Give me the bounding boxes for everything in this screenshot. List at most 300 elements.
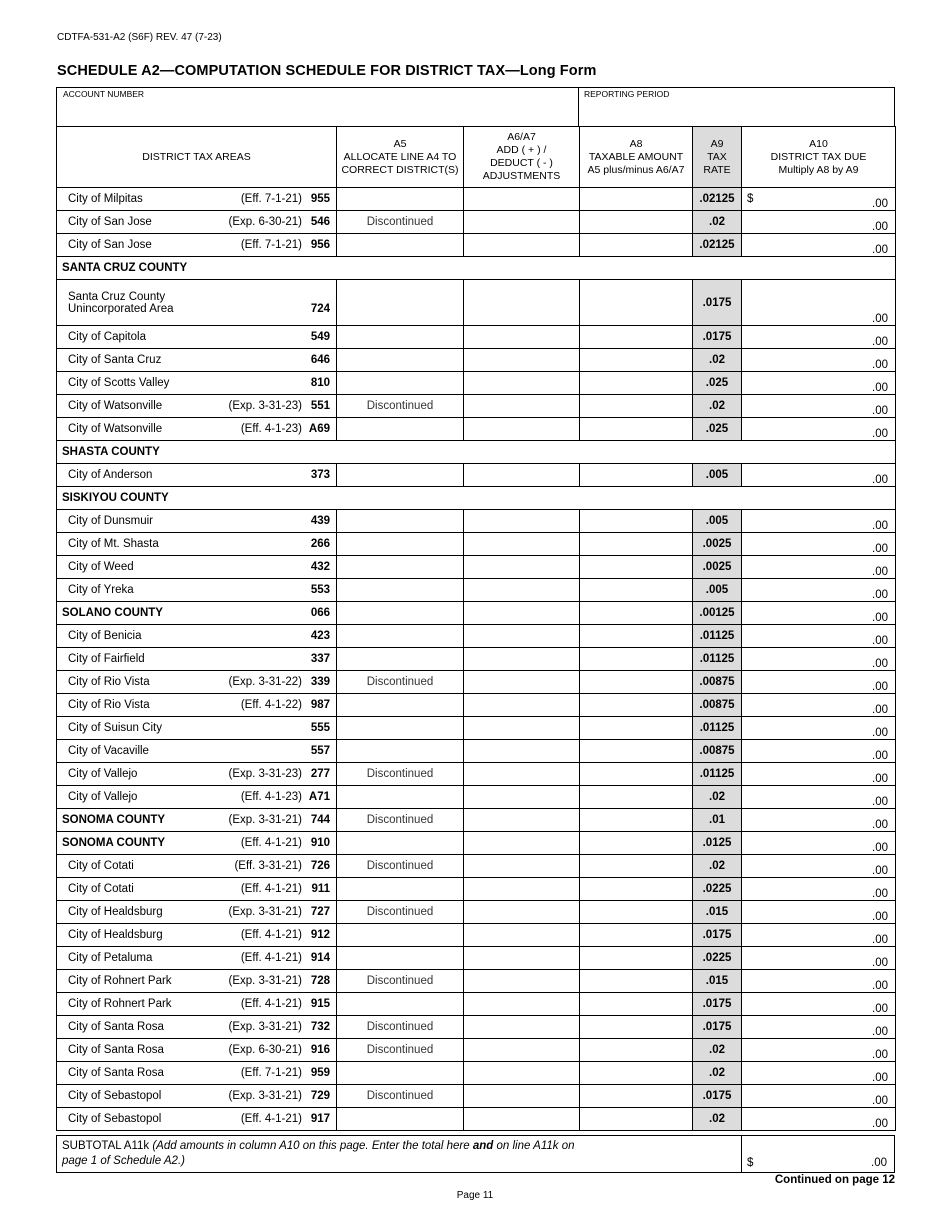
a9-tax-rate: .01 xyxy=(693,809,742,832)
district-code: 987 xyxy=(310,699,330,711)
district-code: 553 xyxy=(310,584,330,596)
a5-allocate-field[interactable] xyxy=(337,786,464,809)
district-name: City of Capitola xyxy=(68,331,146,343)
a10-district-tax-due-field[interactable] xyxy=(742,625,896,648)
effective-date: (Eff. 4-1-21) xyxy=(240,1113,302,1125)
a9-tax-rate: .0025 xyxy=(693,533,742,556)
district-area-cell xyxy=(57,878,337,901)
col-header-area: DISTRICT TAX AREAS xyxy=(57,127,337,188)
district-name: City of Healdsburg xyxy=(68,906,163,918)
cents-suffix: .00 xyxy=(872,1003,888,1015)
a8-taxable-amount-field[interactable] xyxy=(580,832,693,855)
a9-tax-rate: .00875 xyxy=(693,671,742,694)
effective-date: (Exp. 6-30-21) xyxy=(228,1044,302,1056)
a6a7-adjustments-field[interactable] xyxy=(464,349,580,372)
district-code: 724 xyxy=(310,302,330,315)
district-area-cell xyxy=(57,947,337,970)
a8-taxable-amount-field[interactable] xyxy=(580,1016,693,1039)
a10-district-tax-due-field[interactable] xyxy=(742,1016,896,1039)
a6a7-adjustments-field[interactable] xyxy=(464,763,580,786)
a10-district-tax-due-field[interactable] xyxy=(742,1108,896,1131)
a6a7-adjustments-field[interactable] xyxy=(464,648,580,671)
a6a7-adjustments-field[interactable] xyxy=(464,326,580,349)
district-code: 066 xyxy=(310,607,330,619)
district-name: City of San Jose xyxy=(68,239,152,251)
cents-suffix: .00 xyxy=(872,934,888,946)
district-name: City of Petaluma xyxy=(68,952,153,964)
a8-taxable-amount-field[interactable] xyxy=(580,579,693,602)
district-code: 266 xyxy=(310,538,330,550)
effective-date: (Eff. 7-1-21) xyxy=(240,239,302,251)
district-code: 911 xyxy=(311,883,330,895)
county-header-row xyxy=(57,441,896,464)
district-code: 728 xyxy=(310,975,330,987)
district-code: 955 xyxy=(310,193,330,205)
cents-suffix: .00 xyxy=(872,520,888,532)
district-name: City of Rohnert Park xyxy=(68,998,172,1010)
a6a7-adjustments-field[interactable] xyxy=(464,1016,580,1039)
a5-allocate-field[interactable] xyxy=(337,188,464,211)
subtotal-divider xyxy=(741,1136,742,1172)
a10-district-tax-due-field[interactable] xyxy=(742,533,896,556)
district-area-cell xyxy=(57,970,337,993)
a8-taxable-amount-field[interactable] xyxy=(580,602,693,625)
table-row xyxy=(57,1085,896,1108)
a5-allocate-field[interactable] xyxy=(337,947,464,970)
district-name: City of Santa Rosa xyxy=(68,1021,164,1033)
a6a7-adjustments-field[interactable] xyxy=(464,602,580,625)
district-area-cell xyxy=(57,717,337,740)
a6a7-adjustments-field[interactable] xyxy=(464,1039,580,1062)
district-area-cell xyxy=(57,924,337,947)
a10-district-tax-due-field[interactable] xyxy=(742,418,896,441)
a10-district-tax-due-field[interactable] xyxy=(742,740,896,763)
a10-district-tax-due-field[interactable] xyxy=(742,349,896,372)
header-box xyxy=(56,87,895,127)
a6a7-adjustments-field[interactable] xyxy=(464,855,580,878)
subtotal-amount-field[interactable]: .00 xyxy=(871,1157,887,1169)
effective-date: (Eff. 7-1-21) xyxy=(240,193,302,205)
effective-date: (Exp. 3-31-22) xyxy=(228,676,302,688)
district-name: City of Yreka xyxy=(68,584,134,596)
a10-district-tax-due-field[interactable] xyxy=(742,188,896,211)
county-name: SANTA CRUZ COUNTY xyxy=(57,257,896,280)
a10-district-tax-due-field[interactable] xyxy=(742,717,896,740)
col-header-a10: A10 DISTRICT TAX DUE Multiply A8 by A9 xyxy=(742,127,896,188)
a8-taxable-amount-field[interactable] xyxy=(580,1062,693,1085)
a10-district-tax-due-field[interactable] xyxy=(742,510,896,533)
district-code: 557 xyxy=(310,745,330,757)
district-code: 339 xyxy=(310,676,330,688)
a9-tax-rate: .02 xyxy=(693,1039,742,1062)
a10-district-tax-due-field[interactable] xyxy=(742,211,896,234)
district-area-cell xyxy=(57,832,337,855)
a5-allocate-field[interactable] xyxy=(337,1108,464,1131)
district-area-cell xyxy=(57,1062,337,1085)
cents-suffix: .00 xyxy=(872,819,888,831)
a8-taxable-amount-field[interactable] xyxy=(580,234,693,257)
effective-date: (Exp. 3-31-23) xyxy=(228,768,302,780)
district-area-cell xyxy=(57,579,337,602)
cents-suffix: .00 xyxy=(872,658,888,670)
district-area-cell xyxy=(57,510,337,533)
table-row xyxy=(57,625,896,648)
a9-tax-rate: .02 xyxy=(693,855,742,878)
cents-suffix: .00 xyxy=(872,359,888,371)
a10-district-tax-due-field[interactable] xyxy=(742,832,896,855)
a8-taxable-amount-field[interactable] xyxy=(580,855,693,878)
district-name: City of Fairfield xyxy=(68,653,145,665)
a6a7-adjustments-field[interactable] xyxy=(464,947,580,970)
district-name: City of Watsonville xyxy=(68,400,163,412)
table-row xyxy=(57,579,896,602)
a5-allocate-field[interactable] xyxy=(337,832,464,855)
table-row xyxy=(57,947,896,970)
a10-district-tax-due-field[interactable] xyxy=(742,694,896,717)
a10-district-tax-due-field[interactable] xyxy=(742,947,896,970)
a8-taxable-amount-field[interactable] xyxy=(580,809,693,832)
a8-taxable-amount-field[interactable] xyxy=(580,625,693,648)
subtotal-dollar: $ xyxy=(747,1157,754,1169)
district-code: A71 xyxy=(308,791,330,803)
county-name: SHASTA COUNTY xyxy=(57,441,896,464)
a6a7-adjustments-field[interactable] xyxy=(464,924,580,947)
effective-date: (Exp. 3-31-23) xyxy=(228,400,302,412)
a5-allocate-field: Discontinued xyxy=(337,763,464,786)
district-area-cell xyxy=(57,395,337,418)
a5-allocate-field[interactable] xyxy=(337,878,464,901)
a5-allocate-field[interactable] xyxy=(337,326,464,349)
a10-district-tax-due-field[interactable] xyxy=(742,809,896,832)
district-area-cell xyxy=(57,648,337,671)
cents-suffix: .00 xyxy=(872,865,888,877)
a10-district-tax-due-field[interactable] xyxy=(742,763,896,786)
a6a7-adjustments-field[interactable] xyxy=(464,878,580,901)
a6a7-adjustments-field[interactable] xyxy=(464,372,580,395)
a8-taxable-amount-field[interactable] xyxy=(580,878,693,901)
cents-suffix: .00 xyxy=(872,911,888,923)
a8-taxable-amount-field[interactable] xyxy=(580,418,693,441)
table-row xyxy=(57,602,896,625)
table-row xyxy=(57,349,896,372)
effective-date: (Exp. 3-31-21) xyxy=(228,975,302,987)
effective-date: (Eff. 4-1-21) xyxy=(240,929,302,941)
col-header-a8: A8 TAXABLE AMOUNT A5 plus/minus A6/A7 xyxy=(580,127,693,188)
a10-district-tax-due-field[interactable] xyxy=(742,1085,896,1108)
a8-taxable-amount-field[interactable] xyxy=(580,901,693,924)
cents-suffix: .00 xyxy=(872,313,888,325)
a8-taxable-amount-field[interactable] xyxy=(580,349,693,372)
a10-district-tax-due-field[interactable] xyxy=(742,579,896,602)
a6a7-adjustments-field[interactable] xyxy=(464,556,580,579)
a5-allocate-field[interactable] xyxy=(337,694,464,717)
a10-district-tax-due-field[interactable] xyxy=(742,602,896,625)
a9-tax-rate: .02 xyxy=(693,349,742,372)
a10-district-tax-due-field[interactable] xyxy=(742,671,896,694)
a10-district-tax-due-field[interactable] xyxy=(742,993,896,1016)
district-name: City of Santa Rosa xyxy=(68,1044,164,1056)
district-name: SOLANO COUNTY xyxy=(62,607,163,619)
a6a7-adjustments-field[interactable] xyxy=(464,1085,580,1108)
table-row xyxy=(57,809,896,832)
a10-district-tax-due-field[interactable] xyxy=(742,1062,896,1085)
a6a7-adjustments-field[interactable] xyxy=(464,1108,580,1131)
a5-allocate-field[interactable] xyxy=(337,648,464,671)
district-area-cell xyxy=(57,211,337,234)
a8-taxable-amount-field[interactable] xyxy=(580,786,693,809)
district-name: City of Weed xyxy=(68,561,134,573)
account-number-label: ACCOUNT NUMBER xyxy=(63,89,145,99)
col-header-a9: A9 TAX RATE xyxy=(693,127,742,188)
district-code: 646 xyxy=(310,354,330,366)
district-area-cell xyxy=(57,855,337,878)
a6a7-adjustments-field[interactable] xyxy=(464,510,580,533)
a8-taxable-amount-field[interactable] xyxy=(580,372,693,395)
a10-district-tax-due-field[interactable] xyxy=(742,924,896,947)
a10-district-tax-due-field[interactable] xyxy=(742,648,896,671)
a5-allocate-field[interactable] xyxy=(337,625,464,648)
cents-suffix: .00 xyxy=(872,1118,888,1130)
a5-allocate-field[interactable] xyxy=(337,602,464,625)
a5-allocate-field[interactable] xyxy=(337,234,464,257)
a10-district-tax-due-field[interactable] xyxy=(742,970,896,993)
a6a7-adjustments-field[interactable] xyxy=(464,1062,580,1085)
district-name: City of Milpitas xyxy=(68,193,143,205)
table-row xyxy=(57,280,896,326)
district-area-cell xyxy=(57,326,337,349)
table-row xyxy=(57,234,896,257)
district-name: City of Cotati xyxy=(68,883,134,895)
a5-allocate-field[interactable] xyxy=(337,510,464,533)
table-row xyxy=(57,740,896,763)
a8-taxable-amount-field[interactable] xyxy=(580,717,693,740)
a6a7-adjustments-field[interactable] xyxy=(464,717,580,740)
a9-tax-rate: .02 xyxy=(693,1062,742,1085)
cents-suffix: .00 xyxy=(872,727,888,739)
a6a7-adjustments-field[interactable] xyxy=(464,832,580,855)
a8-taxable-amount-field[interactable] xyxy=(580,671,693,694)
a6a7-adjustments-field[interactable] xyxy=(464,464,580,487)
a9-tax-rate: .0175 xyxy=(693,993,742,1016)
district-code: 277 xyxy=(310,768,330,780)
a5-allocate-field: Discontinued xyxy=(337,671,464,694)
a6a7-adjustments-field[interactable] xyxy=(464,993,580,1016)
cents-suffix: .00 xyxy=(872,773,888,785)
a8-taxable-amount-field[interactable] xyxy=(580,1085,693,1108)
table-row xyxy=(57,648,896,671)
district-code: 914 xyxy=(310,952,330,964)
cents-suffix: .00 xyxy=(872,589,888,601)
a6a7-adjustments-field[interactable] xyxy=(464,740,580,763)
a10-district-tax-due-field[interactable] xyxy=(742,234,896,257)
a5-allocate-field[interactable] xyxy=(337,924,464,947)
effective-date: (Eff. 7-1-21) xyxy=(240,1067,302,1079)
district-area-cell xyxy=(57,1108,337,1131)
a6a7-adjustments-field[interactable] xyxy=(464,671,580,694)
a6a7-adjustments-field[interactable] xyxy=(464,188,580,211)
a5-allocate-field[interactable] xyxy=(337,993,464,1016)
a10-district-tax-due-field[interactable] xyxy=(742,395,896,418)
a10-district-tax-due-field[interactable] xyxy=(742,464,896,487)
table-row xyxy=(57,1016,896,1039)
a10-district-tax-due-field[interactable] xyxy=(742,855,896,878)
district-name: City of Sebastopol xyxy=(68,1090,162,1102)
a8-taxable-amount-field[interactable] xyxy=(580,326,693,349)
a9-tax-rate: .015 xyxy=(693,901,742,924)
a5-allocate-field: Discontinued xyxy=(337,970,464,993)
effective-date: (Eff. 4-1-21) xyxy=(240,837,302,849)
a8-taxable-amount-field[interactable] xyxy=(580,947,693,970)
a8-taxable-amount-field[interactable] xyxy=(580,188,693,211)
a8-taxable-amount-field[interactable] xyxy=(580,993,693,1016)
district-code: 727 xyxy=(310,906,330,918)
district-name: City of Rio Vista xyxy=(68,676,150,688)
a6a7-adjustments-field[interactable] xyxy=(464,809,580,832)
a9-tax-rate: .02 xyxy=(693,211,742,234)
a5-allocate-field[interactable] xyxy=(337,349,464,372)
district-name: City of San Jose xyxy=(68,216,152,228)
a8-taxable-amount-field[interactable] xyxy=(580,924,693,947)
district-area-cell xyxy=(57,188,337,211)
effective-date: (Eff. 3-31-21) xyxy=(234,860,302,872)
a5-allocate-field[interactable] xyxy=(337,740,464,763)
a5-allocate-field[interactable] xyxy=(337,533,464,556)
a9-tax-rate: .00875 xyxy=(693,740,742,763)
a5-allocate-field[interactable] xyxy=(337,579,464,602)
a10-district-tax-due-field[interactable] xyxy=(742,326,896,349)
a9-tax-rate: .0175 xyxy=(693,326,742,349)
district-name: Santa Cruz County xyxy=(68,290,166,303)
district-name: City of Dunsmuir xyxy=(68,515,153,527)
district-area-cell xyxy=(57,694,337,717)
a8-taxable-amount-field[interactable] xyxy=(580,1039,693,1062)
col-header-a5: A5 ALLOCATE LINE A4 TO CORRECT DISTRICT(S) xyxy=(337,127,464,188)
district-code: 915 xyxy=(310,998,330,1010)
a5-allocate-field[interactable] xyxy=(337,418,464,441)
district-name: City of Vacaville xyxy=(68,745,149,757)
a10-district-tax-due-field[interactable] xyxy=(742,372,896,395)
cents-suffix: .00 xyxy=(872,957,888,969)
a10-district-tax-due-field[interactable] xyxy=(742,786,896,809)
a5-allocate-field[interactable] xyxy=(337,717,464,740)
district-area-cell xyxy=(57,625,337,648)
table-row xyxy=(57,1108,896,1131)
a5-allocate-field[interactable] xyxy=(337,372,464,395)
a6a7-adjustments-field[interactable] xyxy=(464,970,580,993)
table-row xyxy=(57,855,896,878)
a6a7-adjustments-field[interactable] xyxy=(464,395,580,418)
a6a7-adjustments-field[interactable] xyxy=(464,280,580,326)
cents-suffix: .00 xyxy=(872,635,888,647)
a5-allocate-field[interactable] xyxy=(337,1062,464,1085)
a5-allocate-field: Discontinued xyxy=(337,1039,464,1062)
a8-taxable-amount-field[interactable] xyxy=(580,694,693,717)
district-code: 956 xyxy=(310,239,330,251)
header-divider xyxy=(578,88,579,126)
district-area-cell xyxy=(57,993,337,1016)
a8-taxable-amount-field[interactable] xyxy=(580,211,693,234)
effective-date: (Exp. 3-31-21) xyxy=(228,1090,302,1102)
a9-tax-rate: .00125 xyxy=(693,602,742,625)
a8-taxable-amount-field[interactable] xyxy=(580,510,693,533)
a8-taxable-amount-field[interactable] xyxy=(580,280,693,326)
district-area-cell xyxy=(57,556,337,579)
table-row xyxy=(57,533,896,556)
cents-suffix: .00 xyxy=(872,221,888,233)
a9-tax-rate: .0175 xyxy=(693,924,742,947)
a8-taxable-amount-field[interactable] xyxy=(580,533,693,556)
a5-allocate-field[interactable] xyxy=(337,464,464,487)
a9-tax-rate: .01125 xyxy=(693,648,742,671)
a6a7-adjustments-field[interactable] xyxy=(464,625,580,648)
a6a7-adjustments-field[interactable] xyxy=(464,786,580,809)
a10-district-tax-due-field[interactable] xyxy=(742,1039,896,1062)
a6a7-adjustments-field[interactable] xyxy=(464,694,580,717)
a10-district-tax-due-field[interactable] xyxy=(742,878,896,901)
a8-taxable-amount-field[interactable] xyxy=(580,648,693,671)
a8-taxable-amount-field[interactable] xyxy=(580,763,693,786)
cents-suffix: .00 xyxy=(872,1026,888,1038)
district-code: 439 xyxy=(310,515,330,527)
a9-tax-rate: .02125 xyxy=(693,188,742,211)
table-row xyxy=(57,763,896,786)
district-name: City of Vallejo xyxy=(68,768,138,780)
cents-suffix: .00 xyxy=(872,1049,888,1061)
county-header-row xyxy=(57,257,896,280)
table-row xyxy=(57,395,896,418)
district-code: 916 xyxy=(310,1044,330,1056)
a8-taxable-amount-field[interactable] xyxy=(580,1108,693,1131)
a8-taxable-amount-field[interactable] xyxy=(580,556,693,579)
district-name: City of Healdsburg xyxy=(68,929,163,941)
a9-tax-rate: .01125 xyxy=(693,717,742,740)
table-row xyxy=(57,556,896,579)
table-row xyxy=(57,694,896,717)
a6a7-adjustments-field[interactable] xyxy=(464,234,580,257)
a10-district-tax-due-field[interactable] xyxy=(742,280,896,326)
a6a7-adjustments-field[interactable] xyxy=(464,901,580,924)
a8-taxable-amount-field[interactable] xyxy=(580,970,693,993)
table-row xyxy=(57,1062,896,1085)
a6a7-adjustments-field[interactable] xyxy=(464,211,580,234)
a5-allocate-field: Discontinued xyxy=(337,1016,464,1039)
a10-district-tax-due-field[interactable] xyxy=(742,556,896,579)
district-area-cell xyxy=(57,349,337,372)
a6a7-adjustments-field[interactable] xyxy=(464,418,580,441)
district-area-cell xyxy=(57,1039,337,1062)
district-tax-table xyxy=(56,126,896,1131)
cents-suffix: .00 xyxy=(872,566,888,578)
district-name: City of Scotts Valley xyxy=(68,377,170,389)
a6a7-adjustments-field[interactable] xyxy=(464,533,580,556)
dollar-sign: $ xyxy=(747,193,754,205)
subtotal-box xyxy=(56,1135,895,1173)
a6a7-adjustments-field[interactable] xyxy=(464,579,580,602)
a5-allocate-field: Discontinued xyxy=(337,855,464,878)
district-name: SONOMA COUNTY xyxy=(62,837,166,849)
district-code: A69 xyxy=(308,423,330,435)
cents-suffix: .00 xyxy=(872,842,888,854)
a10-district-tax-due-field[interactable] xyxy=(742,901,896,924)
a5-allocate-field[interactable] xyxy=(337,280,464,326)
cents-suffix: .00 xyxy=(872,382,888,394)
a8-taxable-amount-field[interactable] xyxy=(580,464,693,487)
district-code: 744 xyxy=(310,814,330,826)
a8-taxable-amount-field[interactable] xyxy=(580,740,693,763)
a8-taxable-amount-field[interactable] xyxy=(580,395,693,418)
table-row xyxy=(57,211,896,234)
a5-allocate-field[interactable] xyxy=(337,556,464,579)
